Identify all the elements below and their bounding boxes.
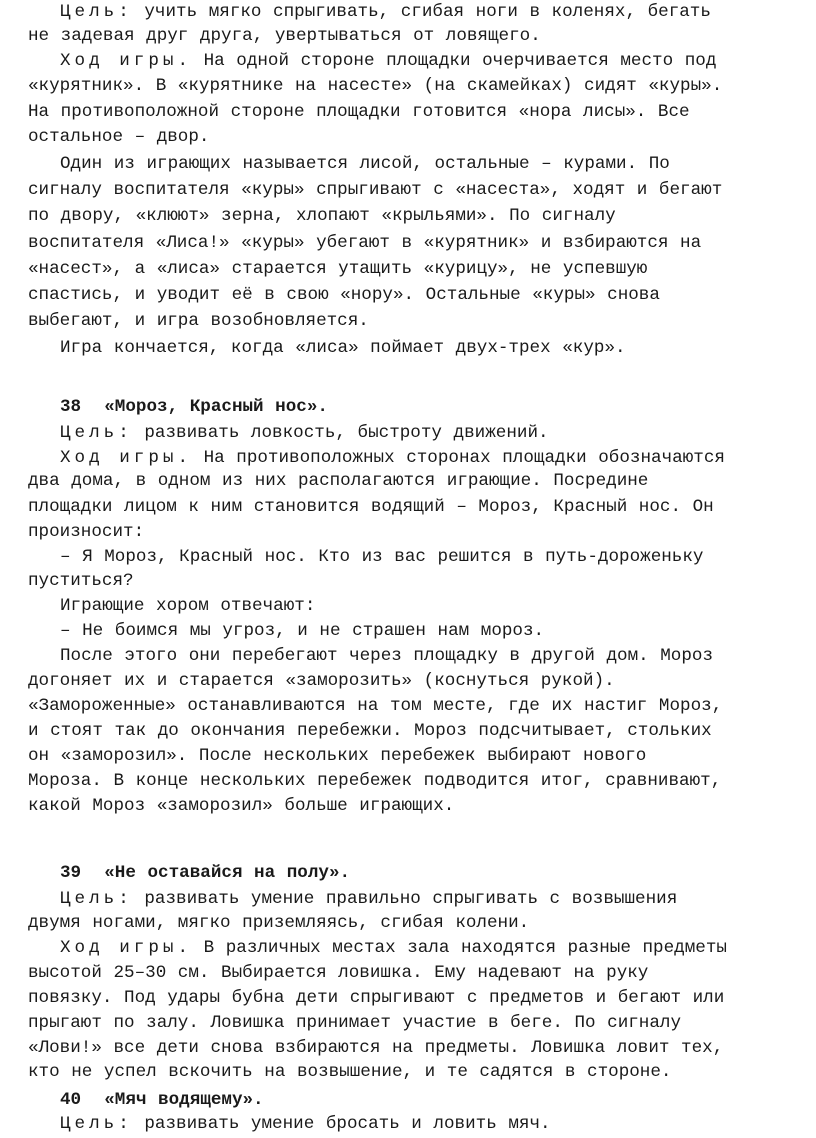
move-label: Ход игры. [60, 448, 193, 468]
s39-goal-line-1: Цель: развивать умение правильно спрыгивать с возвышения [60, 889, 678, 909]
s38-paragraph-line: какой Мороз «заморозил» больше играющих. [28, 796, 455, 816]
s38-answer-line: – Не боимся мы угроз, и не страшен нам мороз. [60, 621, 545, 641]
s1-paragraph-line: «курятник». В «курятнике на насесте» (на скамейках) сидят «куры». [28, 76, 723, 96]
s38-quote-line: пуститься? [28, 571, 134, 591]
s38-paragraph-line: два дома, в одном из них располагаются играющие. Посредине [28, 471, 649, 491]
s39-paragraph-line: прыгают по залу. Ловишка принимает участие в беге. По сигналу [28, 1013, 682, 1033]
s1-paragraph-line: остальное – двор. [28, 127, 210, 147]
goal-label: Цель: [60, 2, 133, 22]
move-label: Ход игры. [60, 51, 193, 71]
s1-paragraph-line: спастись, и уводит её в свою «нору». Остальные «куры» снова [28, 285, 660, 305]
s38-paragraph-line: «Замороженные» останавливаются на том месте, где их настиг Мороз, [28, 696, 723, 716]
move-label: Ход игры. [60, 938, 193, 958]
s38-paragraph-line: догоняет их и старается «заморозить» (коснуться рукой). [28, 671, 615, 691]
section-number: 40 [60, 1090, 82, 1110]
goal-label: Цель: [60, 423, 133, 443]
s38-paragraph-line: и стоят так до окончания перебежки. Мороз подсчитывает, стольких [28, 721, 712, 741]
section-title: «Мяч водящему». [104, 1090, 264, 1110]
s38-quote-line: – Я Мороз, Красный нос. Кто из вас решится в путь-дороженьку [60, 547, 704, 567]
section-40-heading [60, 1088, 264, 1112]
s40-goal-line: Цель: развивать умение бросать и ловить мяч. [60, 1114, 551, 1134]
s1-paragraph-line: На противоположной стороне площадки готовится «нора лисы». Все [28, 102, 690, 122]
s39-paragraph-line: кто не успел вскочить на возвышение, и те садятся в стороне. [28, 1062, 672, 1082]
s1-goal-line-1: Цель: учить мягко спрыгивать, сгибая ноги в коленях, бегать [60, 2, 711, 22]
section-38-heading [60, 395, 328, 419]
s1-move-line-1: Ход игры. На одной стороне площадки очерчивается место под [60, 51, 717, 71]
s38-paragraph-line: Мороза. В конце нескольких перебежек подводится итог, сравнивают, [28, 771, 722, 791]
s38-paragraph-line: После этого они перебегают через площадку в другой дом. Мороз [60, 646, 714, 666]
s39-move-line-1: Ход игры. В различных местах зала находятся разные предметы [60, 938, 727, 958]
s1-paragraph-line: «насест», а «лиса» старается утащить «курицу», не успевшую [28, 259, 648, 279]
s39-goal-line-2: двумя ногами, мягко приземляясь, сгибая колени. [28, 913, 530, 933]
s1-goal-line-2: не задевая друг друга, увертываться от ловящего. [28, 26, 541, 46]
goal-label: Цель: [60, 1114, 133, 1134]
s38-paragraph-line: площадки лицом к ним становится водящий – Мороз, Красный нос. Он [28, 497, 714, 517]
s1-paragraph-line: по двору, «клюют» зерна, хлопают «крыльями». По сигналу [28, 206, 616, 226]
section-title: «Не оставайся на полу». [104, 863, 351, 883]
section-39-heading [60, 861, 350, 885]
s39-paragraph-line: высотой 25–30 см. Выбирается ловишка. Ему надевают на руку [28, 963, 649, 983]
s1-paragraph-line: воспитателя «Лиса!» «куры» убегают в «курятник» и взбираются на [28, 233, 702, 253]
s1-paragraph-line: Один из играющих называется лисой, остальные – курами. По [60, 154, 670, 174]
section-number: 39 [60, 863, 82, 883]
s39-paragraph-line: «Лови!» все дети снова взбираются на предметы. Ловишка ловит тех, [28, 1038, 724, 1058]
s1-paragraph-line: Игра кончается, когда «лиса» поймает двух-трех «кур». [60, 338, 626, 358]
section-title: «Мороз, Красный нос». [104, 397, 328, 417]
section-number: 38 [60, 397, 82, 417]
s38-paragraph-line: произносит: [28, 522, 145, 542]
s1-paragraph-line: выбегают, и игра возобновляется. [28, 311, 369, 331]
s38-chorus-line: Играющие хором отвечают: [60, 596, 316, 616]
s38-move-line-1: Ход игры. На противоположных сторонах площадки обозначаются [60, 448, 725, 468]
goal-label: Цель: [60, 889, 133, 909]
s39-paragraph-line: повязку. Под удары бубна дети спрыгивают с предметов и бегают или [28, 988, 725, 1008]
s1-paragraph-line: сигналу воспитателя «куры» спрыгивают с «насеста», ходят и бегают [28, 180, 723, 200]
s38-paragraph-line: он «заморозил». После нескольких перебежек выбирают нового [28, 746, 647, 766]
s38-goal-line: Цель: развивать ловкость, быстроту движений. [60, 423, 549, 443]
